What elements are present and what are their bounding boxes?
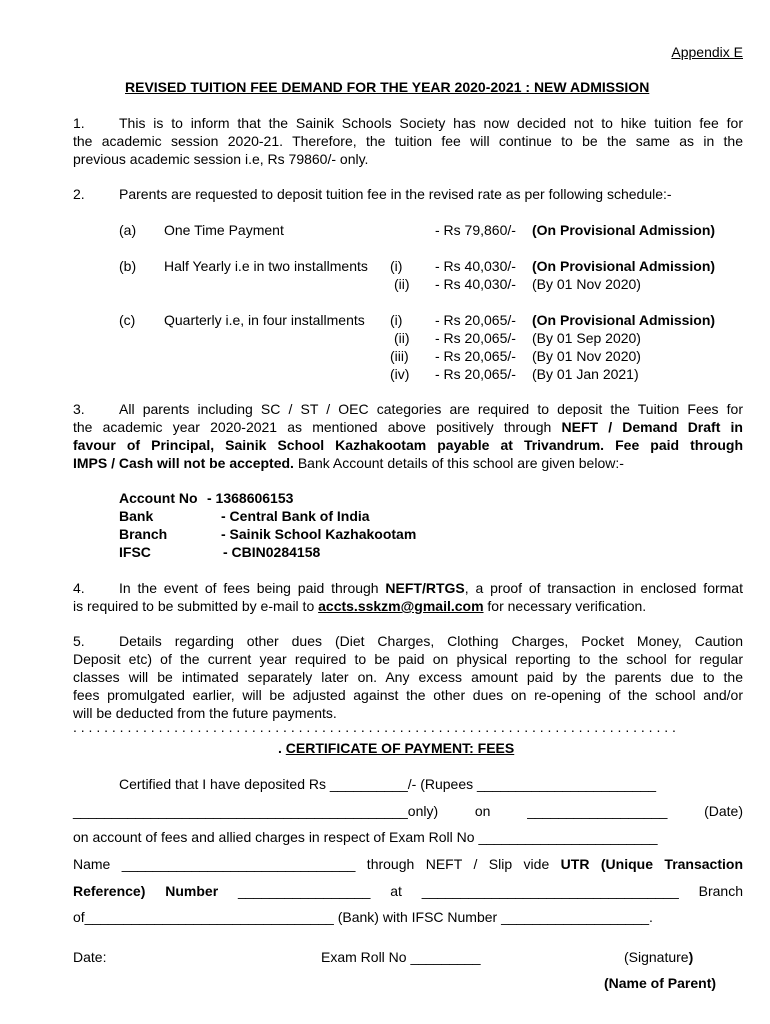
schedule-c-roman: (ii) bbox=[394, 330, 410, 346]
name-of-parent-label: (Name of Parent) bbox=[604, 975, 717, 991]
bank-account-value: - 1368606153 bbox=[207, 490, 294, 506]
schedule-c-note: (By 01 Jan 2021) bbox=[532, 366, 639, 382]
schedule-c-roman: (i) bbox=[390, 312, 403, 328]
para5-line5: will be deducted from the future payments. bbox=[73, 705, 337, 721]
appendix-label: Appendix E bbox=[671, 44, 743, 60]
cert-line1: Certified that I have deposited Rs __________/- (Rupees _______________________ bbox=[119, 776, 657, 792]
para3-line1: 3. All parents including SC / ST / OEC categories are required to deposit the Tuition Fees for bbox=[73, 401, 743, 417]
para1-line3: previous academic session i.e, Rs 79860/- only. bbox=[73, 151, 369, 167]
para3-line4: IMPS / Cash will not be accepted. Bank Account details of this school are given below:- bbox=[73, 455, 624, 471]
document-title: REVISED TUITION FEE DEMAND FOR THE YEAR 2020-2021 : NEW ADMISSION bbox=[125, 79, 650, 95]
bank-name-label: Bank bbox=[119, 508, 154, 524]
bank-name-value: - Central Bank of India bbox=[221, 508, 370, 524]
schedule-c-amount: - Rs 20,065/- bbox=[435, 348, 516, 364]
certificate-title: . CERTIFICATE OF PAYMENT: FEES bbox=[278, 740, 515, 756]
schedule-a-label: (a) bbox=[119, 222, 137, 238]
schedule-b-note: (On Provisional Admission) bbox=[532, 258, 716, 274]
schedule-c-roman: (iv) bbox=[390, 366, 410, 382]
bank-branch-label: Branch bbox=[119, 526, 168, 542]
schedule-a-amount: - Rs 79,860/- bbox=[435, 222, 516, 238]
para5-line2: Deposit etc) of the current year required to be paid on physical reporting to the school for regular bbox=[73, 651, 743, 667]
cert-line5: Reference) Number _________________ at _________________________________ Branch bbox=[73, 883, 743, 899]
dotted-separator: . . . . . . . . . . . . . . . . . . . . . . . . . . . . . . . . . . . . . . . . . . . . . . . . . . . . . . . . . . . . . . . . . . . . . . . . . . . . . . bbox=[73, 719, 676, 735]
schedule-c-amount: - Rs 20,065/- bbox=[435, 330, 516, 346]
schedule-c-roman: (iii) bbox=[390, 348, 409, 364]
cert-line6: of________________________________ (Bank) with IFSC Number ___________________. bbox=[73, 909, 653, 925]
para3-line2: the academic year 2020-2021 as mentioned above positively through NEFT / Demand Draft in bbox=[73, 419, 743, 435]
para1-line1: 1. This is to inform that the Sainik Schools Society has now decided not to hike tuition fee for bbox=[73, 115, 743, 131]
cert-line3: on account of fees and allied charges in respect of Exam Roll No _______________________ bbox=[73, 829, 658, 845]
schedule-b-roman: (ii) bbox=[394, 276, 410, 292]
para5-line3: classes will be intimated separately later on. Any excess amount paid by the parents due to the bbox=[73, 669, 743, 685]
bank-ifsc-label: IFSC bbox=[119, 544, 151, 560]
para4-line1: 4. In the event of fees being paid through NEFT/RTGS, a proof of transaction in enclosed format bbox=[73, 580, 743, 596]
schedule-c-note: (By 01 Sep 2020) bbox=[532, 330, 641, 346]
cert-line2: ___________________________________________only) on __________________ (Date) bbox=[73, 803, 743, 819]
schedule-c-amount: - Rs 20,065/- bbox=[435, 366, 516, 382]
schedule-c-note: (On Provisional Admission) bbox=[532, 312, 716, 328]
para5-line1: 5. Details regarding other dues (Diet Charges, Clothing Charges, Pocket Money, Caution bbox=[73, 633, 743, 649]
bank-account-label: Account No bbox=[119, 490, 198, 506]
para3-line3: favour of Principal, Sainik School Kazhakootam payable at Trivandrum. Fee paid through bbox=[73, 437, 743, 453]
signature-label: (Signature) bbox=[624, 949, 694, 965]
schedule-c-label: (c) bbox=[119, 312, 136, 328]
para5-line4: fees promulgated earlier, will be adjusted against the other dues on re-opening of the school and/or bbox=[73, 687, 743, 703]
para2-line1: 2. Parents are requested to deposit tuition fee in the revised rate as per following schedule:- bbox=[73, 186, 672, 202]
para1-line2: the academic session 2020-21. Therefore, the tuition fee will continue to be the same as in the bbox=[73, 133, 743, 149]
schedule-b-label: (b) bbox=[119, 258, 137, 274]
bank-ifsc-value: - CBIN0284158 bbox=[223, 544, 321, 560]
schedule-b-amount: - Rs 40,030/- bbox=[435, 258, 516, 274]
bank-branch-value: - Sainik School Kazhakootam bbox=[221, 526, 417, 542]
schedule-c-amount: - Rs 20,065/- bbox=[435, 312, 516, 328]
schedule-b-note: (By 01 Nov 2020) bbox=[532, 276, 641, 292]
schedule-c-note: (By 01 Nov 2020) bbox=[532, 348, 641, 364]
schedule-b-roman: (i) bbox=[390, 258, 403, 274]
schedule-a-note: (On Provisional Admission) bbox=[532, 222, 716, 238]
schedule-a-desc: One Time Payment bbox=[164, 222, 284, 238]
email-link[interactable]: accts.sskzm@gmail.com bbox=[318, 598, 484, 614]
exam-roll-label: Exam Roll No _________ bbox=[321, 949, 481, 965]
date-label: Date: bbox=[73, 949, 107, 965]
para4-line2: is required to be submitted by e-mail to accts.sskzm@gmail.com for necessary verification. bbox=[73, 598, 647, 614]
schedule-c-desc: Quarterly i.e, in four installments bbox=[164, 312, 365, 328]
schedule-b-desc: Half Yearly i.e in two installments bbox=[164, 258, 368, 274]
cert-line4: Name ______________________________ through NEFT / Slip vide UTR (Unique Transaction bbox=[73, 856, 743, 872]
schedule-b-amount: - Rs 40,030/- bbox=[435, 276, 516, 292]
